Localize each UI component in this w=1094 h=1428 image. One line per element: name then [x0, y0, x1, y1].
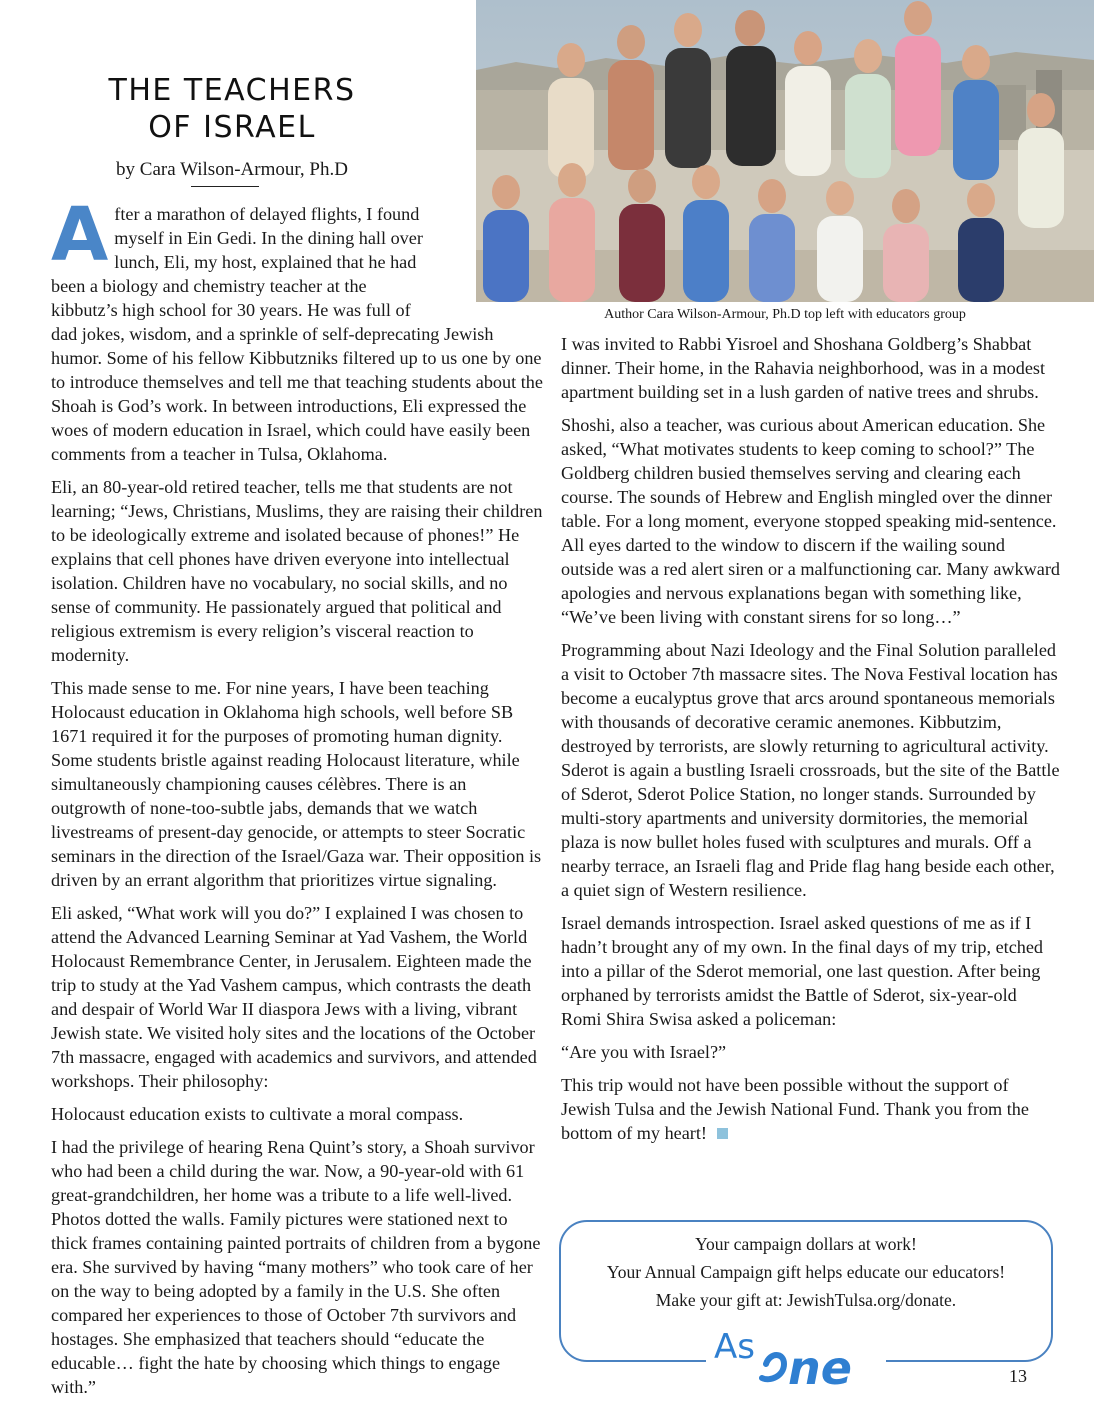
callout-line-3: Make your gift at: JewishTulsa.org/donate. — [655, 1290, 957, 1310]
page-number: 13 — [1009, 1366, 1027, 1386]
article-paragraph-10: Israel demands introspection. Israel asked questions of me as if I hadn’t brought any of my own. In the final days of my trip, etched into a pillar of the Sderot memorial, one last question. After being orphaned by terrorists amidst the Battle of Sderot, six-year-old Romi Shira Swisa asked a policeman: — [561, 913, 1044, 1029]
article-paragraph-12 — [561, 1073, 1061, 1145]
article-paragraph-3: This made sense to me. For nine years, I have been teaching Holocaust education in Oklahoma high schools, well before SB 1671 required it for the purposes of promoting human dignity. Some students bristle against reading Holocaust literature, while simultaneously championing causes célèbres. There is an outgrowth of none-too-subtle jabs, demands that we watch livestreams of present-day genocide, or attempts to steer Socratic seminars in the direction of the Israel/Gaza war. Their opposition is driven by an errant algorithm that prioritizes virtue signaling. — [51, 678, 542, 890]
article-title-line-1: THE TEACHERS — [108, 73, 356, 108]
article-paragraph-9: Programming about Nazi Ideology and the Final Solution paralleled a visit to October 7th massacre sites. The Nova Festival location has become a eucalyptus grove that arcs around spontaneous memorials with thousands of decorative ceramic anemones. Kibbutzim, destroyed by terrorists, are slowly returning to agricultural activity. Sderot is again a bustling Israeli crossroads, but the site of the Battle of Sderot, Sderot Police Station, no longer stands. Surrounded by multi-story apartments and university dormitories, the memorial plaza is now bullet holes fused with sculptures and murals. Off a nearby terrace, an Israeli flag and Pride flag hang beside each other, a quiet sign of Western resilience. — [561, 640, 1060, 900]
group-photo-image — [476, 0, 1094, 302]
article-paragraph-12-text: This trip would not have been possible without the support of Jewish Tulsa and the Jewish National Fund. Thank you from the bottom of my heart! — [561, 1075, 1029, 1143]
end-of-article-mark — [717, 1128, 728, 1139]
article-paragraph-6: I had the privilege of hearing Rena Quint’s story, a Shoah survivor who had been a child during the war. Now, a 90-year-old with 61 great-grandchildren, her home was a tribute to a life well-lived. Photos dotted the walls. Family pictures were stationed next to thick frames containing painted portraits of children from a bygone era. She survived by having “many mothers” who took care of her on the way to being adopted by a family in the U.S. She often compared her experiences to those of October 7th survivors and hostages. She emphasized that teachers should “educate the educable… fight the hate by choosing which things to engage with.” — [51, 1137, 541, 1397]
article-title-line-2: OF ISRAEL — [148, 110, 316, 145]
article-paragraph-2: Eli, an 80-year-old retired teacher, tells me that students are not learning; “Jews, Christians, Muslims, they are raising their children to be ideologically extreme and isolated because of phones!” He explains that cell phones have driven everyone into intellectual isolation. Children have no vocabulary, no social skills, and no sense of community. He passionately argued that political and religious extremism is every religion’s visceral reaction to modernity. — [51, 477, 543, 665]
article-paragraph-7: I was invited to Rabbi Yisroel and Shoshana Goldberg’s Shabbat dinner. Their home, in the Rahavia neighborhood, was in a modest apartment building set in a lush garden of native trees and shrubs. — [561, 334, 1046, 402]
article-paragraph-5: Holocaust education exists to cultivate a moral compass. — [51, 1104, 464, 1124]
article-column-right — [561, 332, 1061, 1154]
article-paragraph-4: Eli asked, “What work will you do?” I explained I was chosen to attend the Advanced Learning Seminar at Yad Vashem, the World Holocaust Remembrance Center, in Jerusalem. Eighteen made the trip to study at the Yad Vashem campus, which contrasts the death and despair of World War II diaspora Jews with a living, vibrant Jewish state. We visited holy sites and the locations of the October 7th massacre, engaged with academics and survivors, and attended workshops. Their philosophy: — [51, 903, 537, 1091]
article-paragraph-1-text: fter a marathon of delayed flights, I found myself in Ein Gedi. In the dining hall over lunch, Eli, my host, explained that he had been a biology and chemistry teacher at the kibbutz’s high school for 30 years. He was full of dad jokes, wisdom, and a sprinkle of self-deprecating Jewish humor. Some of his fellow Kibbutzniks filtered up to us one by one to introduce themselves and tell me that teaching students about the Shoah is God’s work. In between introductions, Eli expressed the woes of modern education in Israel, which could have easily been comments from a teacher in Tulsa, Oklahoma. — [51, 204, 543, 464]
article-paragraph-8: Shoshi, also a teacher, was curious about American education. She asked, “What motivates students to keep coming to school?” The Goldberg children busied themselves serving and clearing each course. The sounds of Hebrew and English mingled over the dinner table. For a long moment, everyone stopped speaking mid-sentence. All eyes darted to the window to discern if the wailing sound outside was a red alert siren or a malfunctioning car. Many awkward apologies and nervous explanations began with something like, “We’ve been living with constant sirens for so long…” — [561, 415, 1060, 627]
byline: by Cara Wilson-Armour, Ph.D — [116, 159, 348, 180]
article-paragraph-11: “Are you with Israel?” — [561, 1042, 727, 1062]
group-photo — [476, 0, 1094, 302]
callout-line-2: Your Annual Campaign gift helps educate our educators! — [606, 1262, 1006, 1282]
as-one-logo-image — [706, 1318, 886, 1396]
drop-cap: A — [51, 192, 109, 278]
article-title — [60, 72, 404, 146]
svg-text:ne: ne — [788, 1341, 852, 1395]
photo-overlap-spacer — [428, 202, 543, 318]
article-column-left — [51, 192, 543, 1408]
byline-divider — [191, 186, 259, 187]
callout-line-1: Your campaign dollars at work! — [695, 1234, 917, 1254]
photo-caption: Author Cara Wilson-Armour, Ph.D top left with educators group — [604, 307, 966, 322]
svg-text:As: As — [714, 1327, 755, 1367]
as-one-logo — [706, 1318, 886, 1396]
